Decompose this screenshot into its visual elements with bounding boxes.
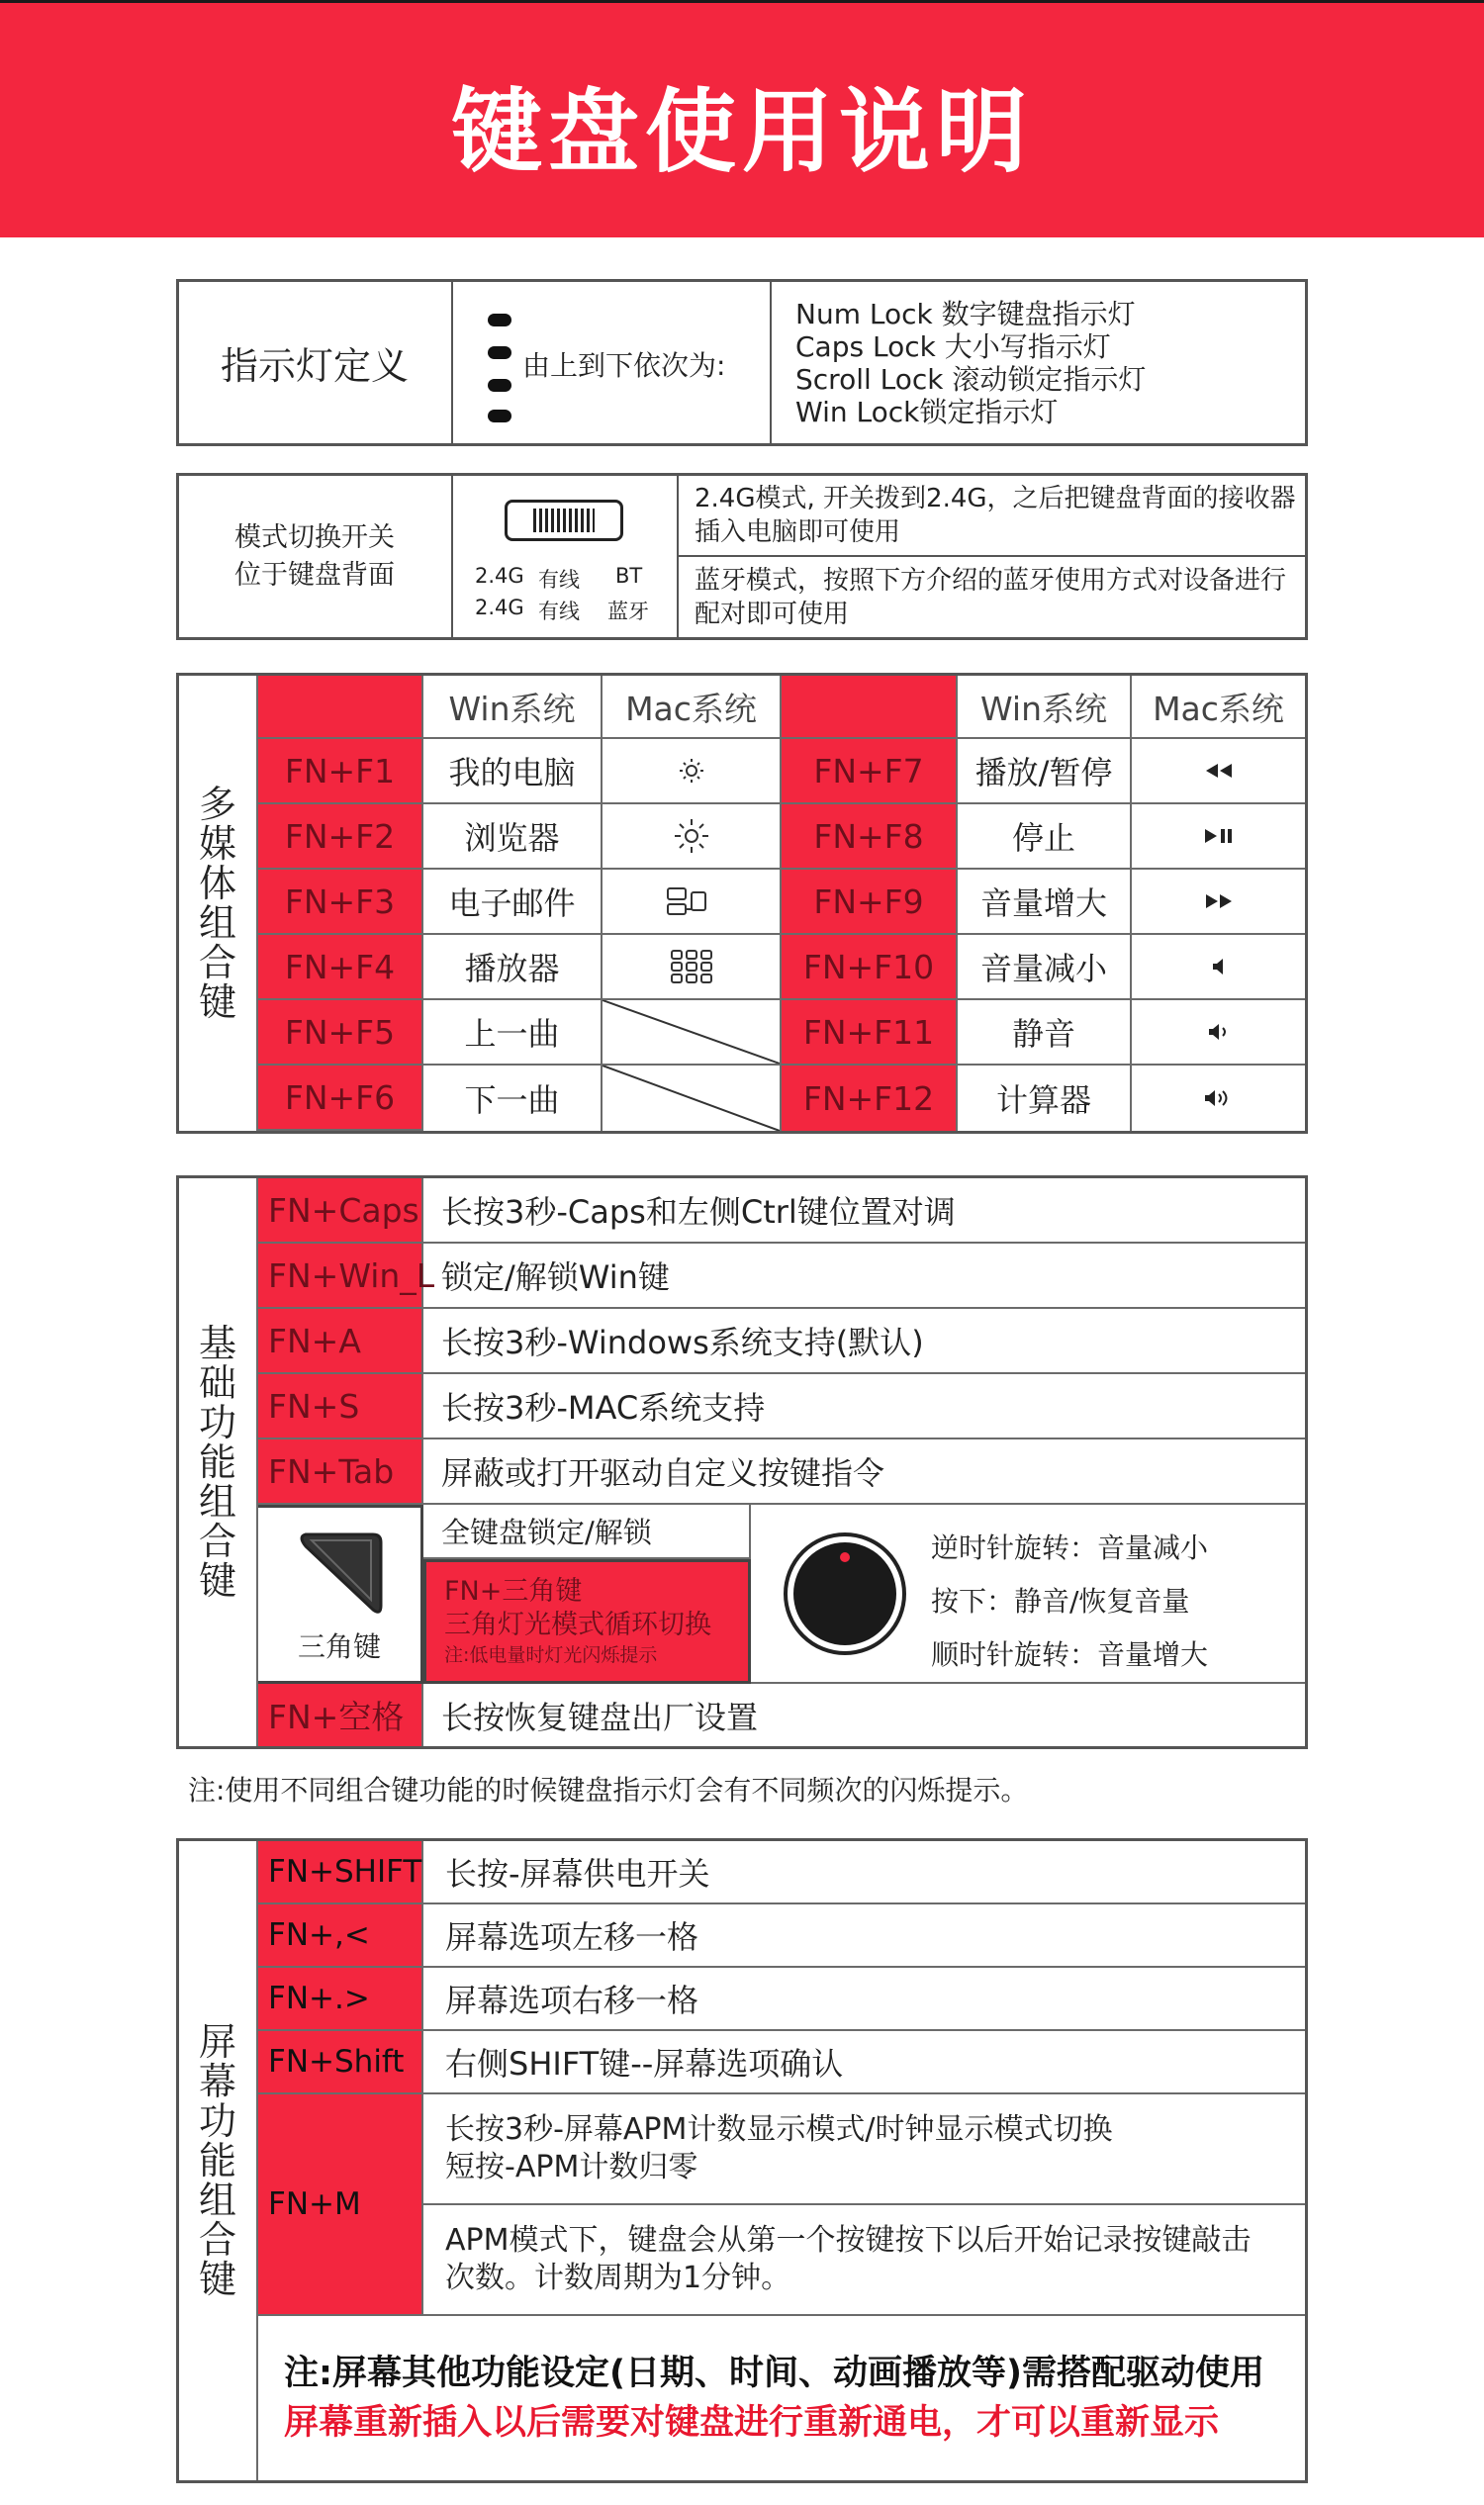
- play-pause-icon: [1201, 826, 1237, 846]
- mac-icon-cell: [603, 804, 782, 870]
- switch-label: BT: [615, 564, 643, 588]
- launchpad-icon: [667, 947, 716, 986]
- mode-24g-cell: [679, 475, 1306, 557]
- fn-key: FN+F9: [782, 870, 958, 935]
- win-function: 音量减小: [958, 935, 1132, 1000]
- triangle-key-cell: [258, 1505, 423, 1684]
- brightness-down-icon: [675, 754, 708, 788]
- fn-key: FN+F10: [782, 935, 958, 1000]
- mac-icon-cell: [1132, 1066, 1305, 1131]
- screen-desc: APM模式下，键盘会从第一个按键按下以后开始记录按键敲击 次数。计数周期为1分钟。: [423, 2205, 1305, 2316]
- fn-key: FN+M: [258, 2094, 423, 2316]
- triangle-lock-cell: 全键盘锁定/解锁: [423, 1505, 751, 1559]
- fn-key: FN+,<: [258, 1904, 423, 1968]
- fn-key: FN+空格: [258, 1684, 423, 1746]
- screen-desc: 长按3秒-屏幕APM计数显示模式/时钟显示模式切换 短按-APM计数归零: [423, 2094, 1305, 2205]
- header-mac-left: Mac系统: [603, 676, 782, 739]
- basic-desc: 长按3秒-Windows系统支持(默认): [423, 1309, 1305, 1374]
- basic-desc: 长按3秒-MAC系统支持: [423, 1374, 1305, 1439]
- multimedia-side-label: 多 媒 体 组 合 键: [179, 676, 258, 1131]
- fn-key: FN+F12: [782, 1066, 958, 1131]
- led-1-icon: [488, 314, 511, 326]
- win-function: 播放/暂停: [958, 739, 1132, 804]
- screen-desc: 长按-屏幕供电开关: [423, 1841, 1305, 1904]
- mode-switch-cell: [453, 475, 679, 638]
- brightness-up-icon: [672, 816, 711, 856]
- mode-label-cell: [178, 475, 453, 638]
- mode-24g-desc: 2.4G模式, 开关拨到2.4G，之后把键盘背面的接收器插入电脑即可使用: [695, 483, 1296, 547]
- indicator-label: 指示灯定义: [220, 344, 409, 388]
- header-win-left: Win系统: [423, 676, 603, 739]
- indicator-line: Num Lock 数字键盘指示灯: [795, 297, 1136, 330]
- mac-icon-cell: [1132, 870, 1305, 935]
- win-function: 静音: [958, 1000, 1132, 1066]
- win-function: 下一曲: [423, 1066, 603, 1131]
- mac-icon-cell: [1132, 935, 1305, 1000]
- diagonal-na-icon: [603, 1000, 780, 1064]
- switch-label: 2.4G: [475, 596, 524, 619]
- fn-key: FN+SHIFT: [258, 1841, 423, 1904]
- indicator-lines: [772, 281, 1306, 444]
- fn-key: FN+F8: [782, 804, 958, 870]
- basic-desc: 长按恢复键盘出厂设置: [441, 1698, 759, 1736]
- mac-icon-cell: [1132, 739, 1305, 804]
- mac-icon-cell: [603, 739, 782, 804]
- mac-icon-cell: [1132, 804, 1305, 870]
- indicator-label-cell: [178, 281, 453, 444]
- fn-key: FN+F6: [258, 1066, 423, 1131]
- mute-speaker-icon: [1209, 957, 1229, 976]
- fn-key: FN+F7: [782, 739, 958, 804]
- triangle-key-icon: [292, 1525, 387, 1620]
- indicator-order-text: 由上到下依次为:: [522, 349, 726, 382]
- indicator-led-cell: [453, 281, 772, 444]
- basic-side-label: 基 础 功 能 组 合 键: [179, 1178, 258, 1746]
- win-function: 播放器: [423, 935, 603, 1000]
- basic-footnote: 注:使用不同组合键功能的时候键盘指示灯会有不同频次的闪烁提示。: [188, 1774, 1029, 1807]
- diagonal-na-icon: [603, 1066, 780, 1131]
- screen-side-label: 屏 幕 功 能 组 合 键: [179, 1841, 258, 2480]
- header-win-right: Win系统: [958, 676, 1132, 739]
- header-mac-right: Mac系统: [1132, 676, 1305, 739]
- screen-desc: 屏幕选项左移一格: [423, 1904, 1305, 1968]
- mac-icon-cell: [1132, 1000, 1305, 1066]
- mac-icon-cell: [603, 935, 782, 1000]
- basic-desc: 长按3秒-Caps和左侧Ctrl键位置对调: [423, 1178, 1305, 1244]
- fn-key: FN+F3: [258, 870, 423, 935]
- fn-key: FN+Shift: [258, 2031, 423, 2094]
- win-function: 停止: [958, 804, 1132, 870]
- indicator-line: Win Lock锁定指示灯: [795, 395, 1059, 428]
- switch-label: 蓝牙: [607, 600, 649, 623]
- basic-desc: 锁定/解锁Win键: [423, 1244, 1305, 1309]
- fn-key: FN+F2: [258, 804, 423, 870]
- win-function: 计算器: [958, 1066, 1132, 1131]
- page-title: 键盘使用说明: [450, 79, 1033, 185]
- knob-press: 按下：静音/恢复音量: [931, 1585, 1190, 1618]
- mode-bt-desc: 蓝牙模式，按照下方介绍的蓝牙使用方式对设备进行配对即可使用: [695, 566, 1287, 629]
- volume-high-icon: [1202, 1087, 1236, 1109]
- fn-key: FN+S: [258, 1374, 423, 1439]
- header-blank-right: [782, 676, 958, 739]
- fn-key: FN+F11: [782, 1000, 958, 1066]
- volume-low-icon: [1206, 1022, 1232, 1042]
- fn-key: FN+A: [258, 1309, 423, 1374]
- fn-key: FN+F5: [258, 1000, 423, 1066]
- led-3-icon: [488, 379, 511, 392]
- mac-na-cell: [603, 1066, 782, 1131]
- mode-switch-icon: [505, 500, 623, 541]
- fn-key: FN+Tab: [258, 1439, 423, 1505]
- fn-key: FN+Win_L: [258, 1244, 423, 1309]
- led-4-icon: [488, 410, 511, 422]
- led-2-icon: [488, 346, 511, 359]
- win-function: 电子邮件: [423, 870, 603, 935]
- screen-note: 注:屏幕其他功能设定(日期、时间、动画播放等)需搭配驱动使用 屏幕重新插入以后需要对键盘进行重新通电，才可以重新显示: [284, 2354, 1264, 2443]
- win-function: 浏览器: [423, 804, 603, 870]
- win-function: 上一曲: [423, 1000, 603, 1066]
- screen-desc: 右侧SHIFT键--屏幕选项确认: [423, 2031, 1305, 2094]
- header-blank-left: [258, 676, 423, 739]
- mode-label-line2: 位于键盘背面: [234, 559, 395, 591]
- win-function: 我的电脑: [423, 739, 603, 804]
- knob-cw: 顺时针旋转：音量增大: [931, 1638, 1209, 1671]
- triangle-combo-cell: FN+三角键 三角灯光模式循环切换 注:低电量时灯光闪烁提示: [423, 1559, 751, 1684]
- fn-key: FN+Caps: [258, 1178, 423, 1244]
- mac-na-cell: [603, 1000, 782, 1066]
- triangle-label: 三角键: [297, 1629, 381, 1663]
- win-function: 音量增大: [958, 870, 1132, 935]
- knob-ccw: 逆时针旋转：音量减小: [931, 1531, 1209, 1564]
- mission-control-icon: [664, 884, 719, 918]
- indicator-line: Caps Lock 大小写指示灯: [795, 329, 1111, 363]
- volume-knob-icon: [781, 1530, 909, 1658]
- fast-forward-icon: [1202, 891, 1236, 911]
- switch-label: 2.4G: [475, 564, 524, 588]
- basic-desc: 屏蔽或打开驱动自定义按键指令: [423, 1439, 1305, 1505]
- knob-cell: [751, 1505, 1305, 1684]
- indicator-line: Scroll Lock 滚动锁定指示灯: [795, 362, 1147, 396]
- mode-label-line1: 模式切换开关: [234, 521, 395, 553]
- mac-icon-cell: [603, 870, 782, 935]
- switch-label: 有线: [538, 568, 580, 592]
- fn-key: FN+F4: [258, 935, 423, 1000]
- fn-key: FN+.>: [258, 1968, 423, 2031]
- fn-key: FN+F1: [258, 739, 423, 804]
- mode-bt-cell: [679, 557, 1306, 638]
- rewind-icon: [1202, 761, 1236, 781]
- screen-desc: 屏幕选项右移一格: [423, 1968, 1305, 2031]
- switch-label: 有线: [538, 600, 580, 623]
